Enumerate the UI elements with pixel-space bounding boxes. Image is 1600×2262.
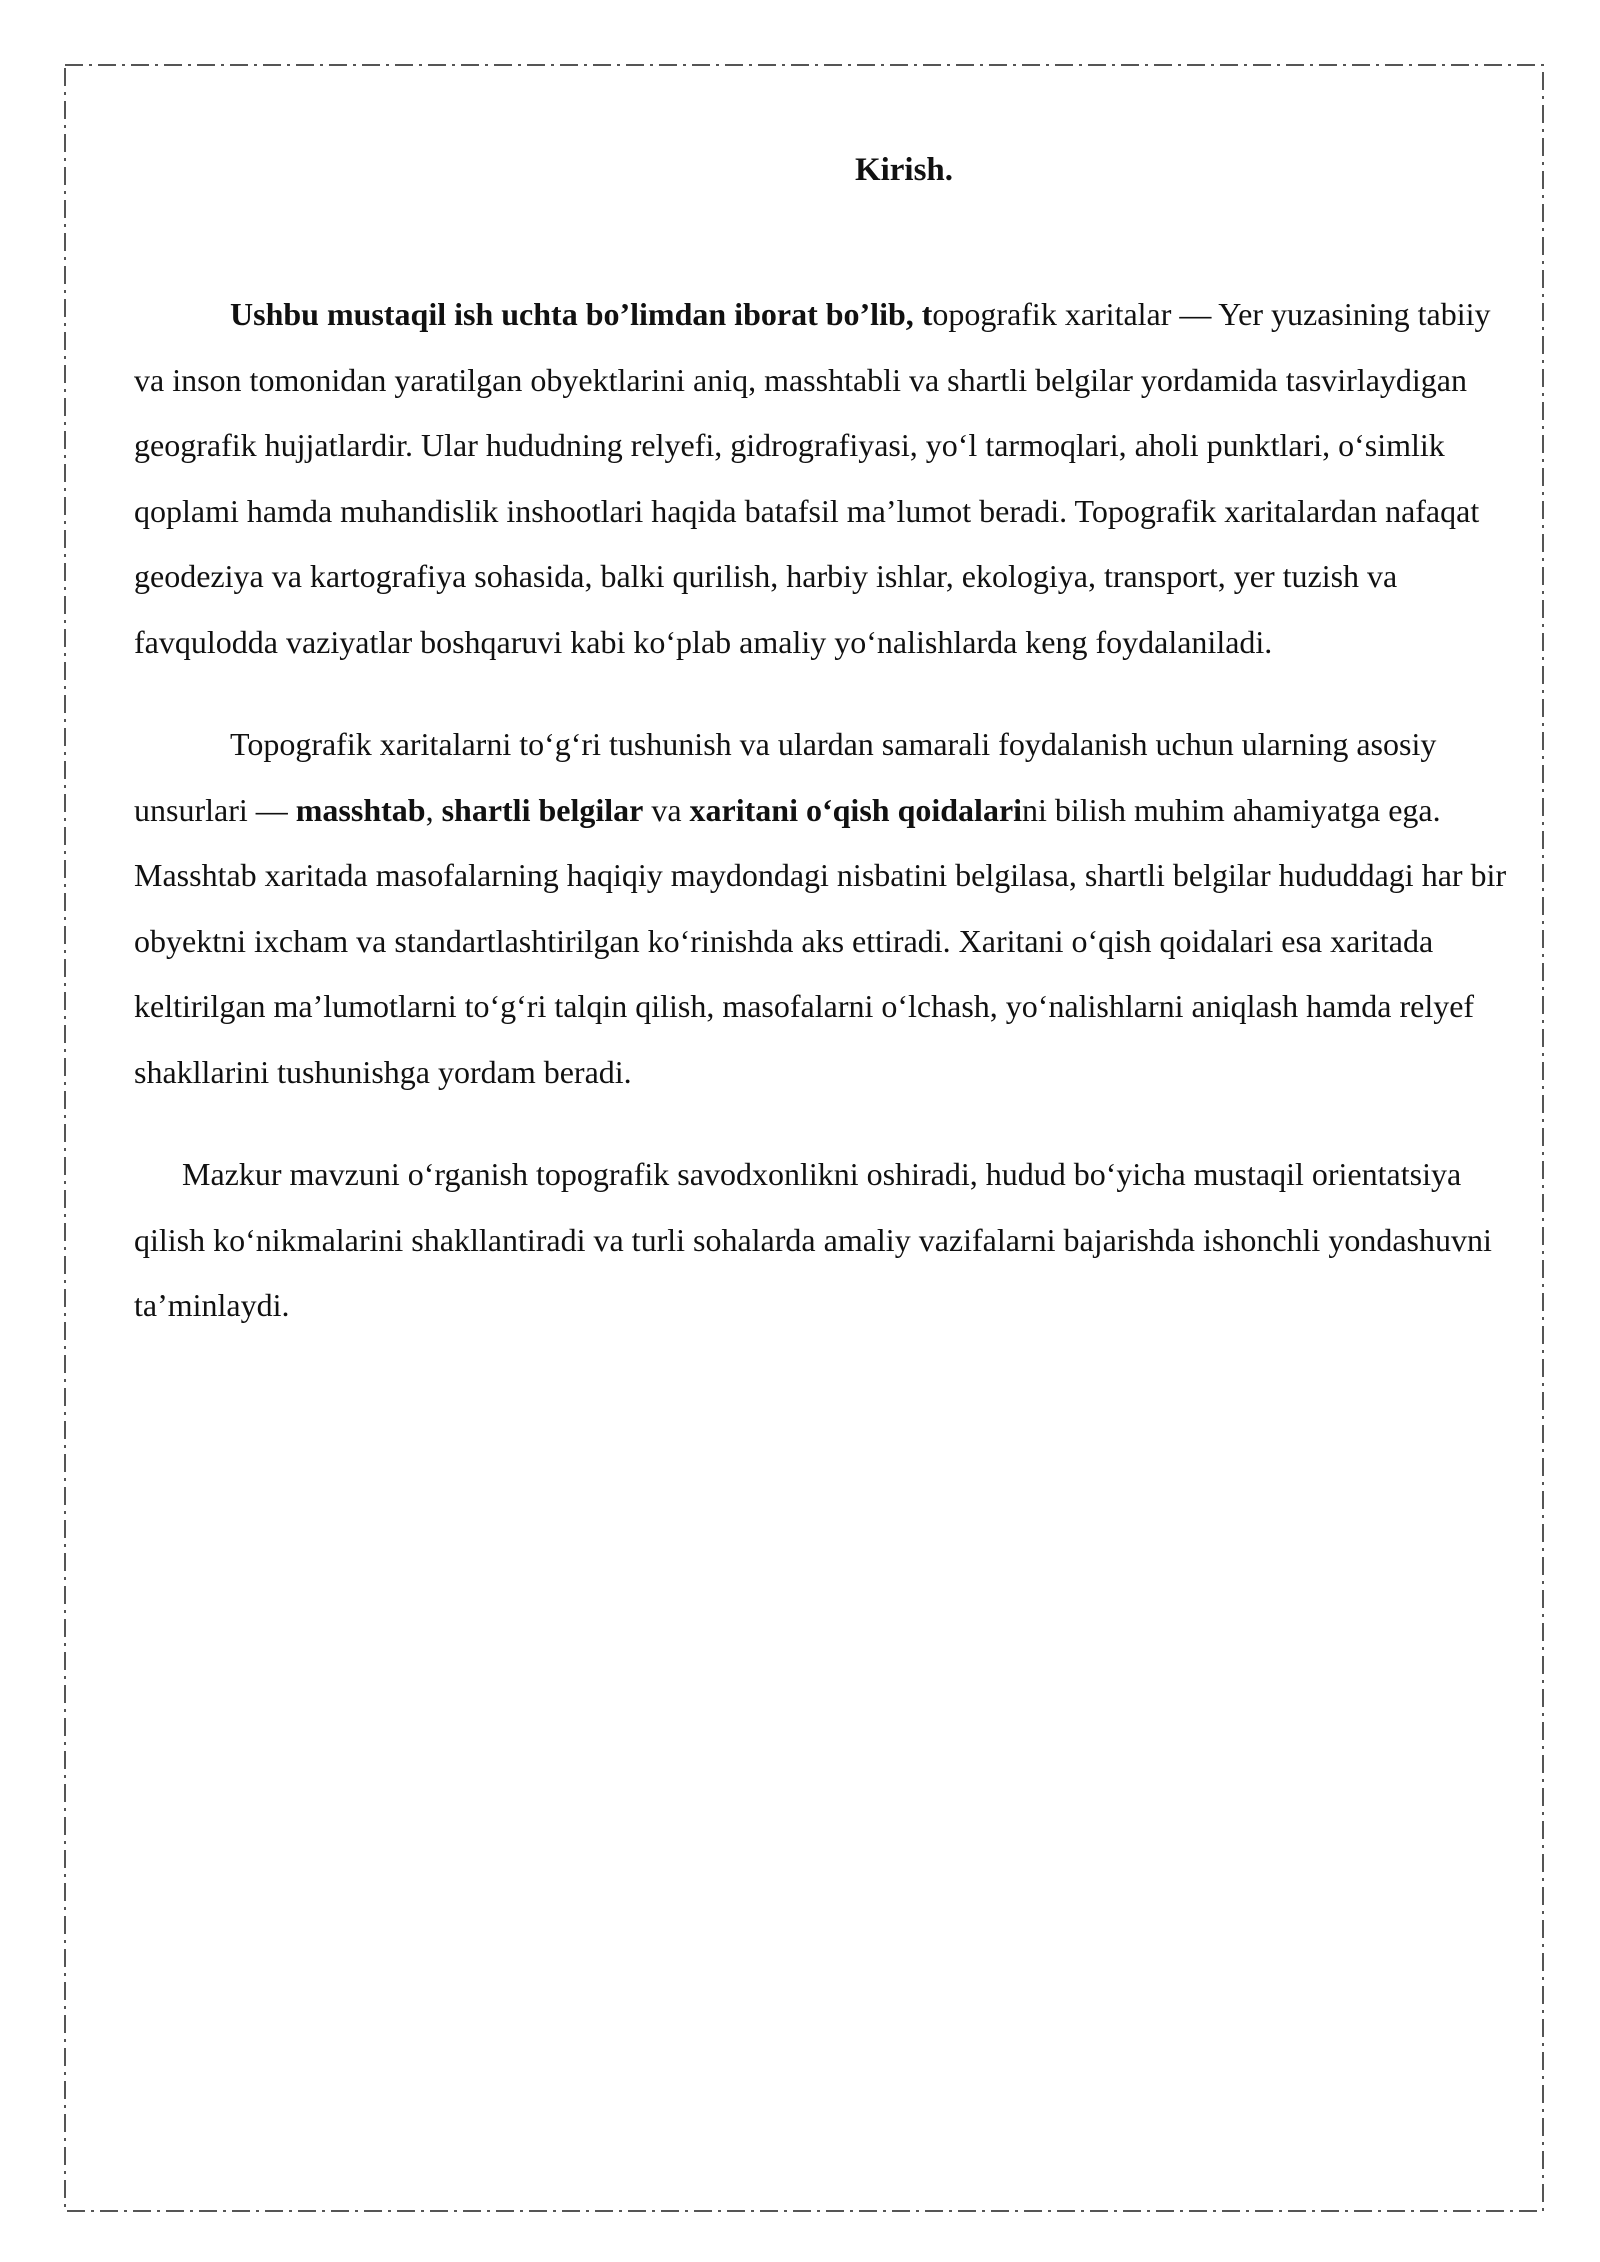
separator-va: va	[643, 791, 690, 828]
term-xaritani-oqish: xaritani o‘qish qoidalari	[689, 791, 1023, 828]
bold-lead: Ushbu mustaqil ish uchta bo’limdan iborat bo’lib, t	[230, 296, 933, 332]
term-shartli-belgilar: shartli belgilar	[441, 791, 644, 828]
paragraph-elements-text-1: Topografik xaritalarni to‘g‘ri tushunish va ulardan samarali foydalanish uchun ularning asosiy unsurlari —	[134, 726, 1437, 828]
paragraph-conclusion: Mazkur mavzuni o‘rganish topografik savodxonlikni oshiradi, hudud bo‘yicha mustaqil orientatsiya qilish ko‘nikmalarini shakllantiradi va turli sohalarda amaliy vazifalarni bajarishda ishonchli yondashuvni ta’minlaydi.	[134, 1156, 1492, 1323]
term-masshtab: masshtab	[295, 791, 426, 828]
document-body	[134, 140, 1514, 1339]
paragraph-intro	[134, 282, 1514, 675]
page-title: Kirish.	[854, 152, 954, 188]
paragraph-elements	[134, 712, 1514, 1105]
separator-comma: ,	[425, 791, 442, 828]
paragraph-elements-text-2: ni bilish muhim ahamiyatga ega. Masshtab xaritada masofalarning haqiqiy maydondagi nisbatini belgilasa, shartli belgilar hududdagi har bir obyektni ixcham va standartlashtirilgan ko‘rinishda aks ettiradi. Xaritani o‘qish qoidalari esa xaritada keltirilgan ma’lumotlarni to‘g‘ri talqin qilish, masofalarni o‘lchash, yo‘nalishlarni aniqlash hamda relyef shakllarini tushunishga yordam beradi.	[134, 791, 1507, 1090]
paragraph-intro-text: opografik xaritalar — Yer yuzasining tabiiy va inson tomonidan yaratilgan obyektlarini aniq, masshtabli va shartli belgilar yordamida tasvirlaydigan geografik hujjatlardir. Ular hududning relyefi, gidrografiyasi, yo‘l tarmoqlari, aholi punktlari, o‘simlik qoplami hamda muhandislik inshootlari haqida batafsil ma’lumot beradi. Topografik xaritalardan nafaqat geodeziya va kartografiya sohasida, balki qurilish, harbiy ishlar, ekologiya, transport, yer tuzish va favqulodda vaziyatlar boshqaruvi kabi ko‘plab amaliy yo‘nalishlarda keng foydalaniladi.	[134, 296, 1491, 660]
